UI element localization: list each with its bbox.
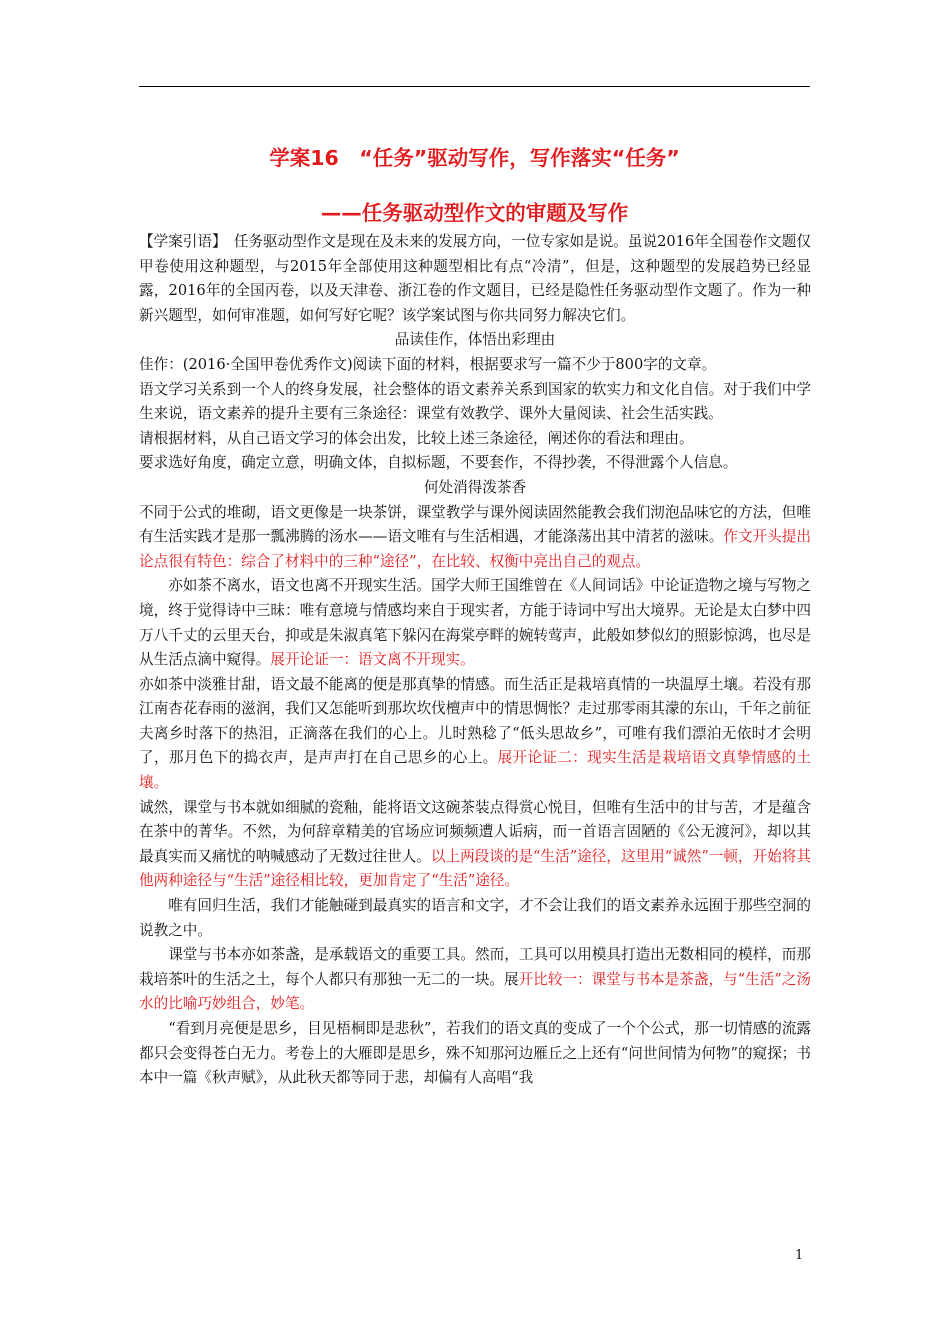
prompt-line: 语文学习关系到一个人的终身发展，社会整体的语文素养关系到国家的软实力和文化自信。对于我们中学生来说，语文素养的提升主要有三条途径：课堂有效教学、课外大量阅读、社会生活实践。 [139, 380, 811, 423]
paragraph-text: 亦如茶中淡雅甘甜，语文最不能离的便是那真挚的情感。而生活正是栽培真情的一块温厚土壤。若没有那江南杏花春雨的滋润，我们又怎能听到那坎坎伐檀声中的情思惆怅？走过那零雨其濛的东山，千年之前征夫离乡时落下的热泪，正滴落在我们的心上。儿时熟稔了“低头思故乡”，可唯有我们漂泊无依时才会明了，那月色下的捣衣声，是声声打在自己思乡的心上。 [139, 675, 811, 767]
intro-text: 任务驱动型作文是现在及未来的发展方向，一位专家如是说。虽说2016年全国卷作文题仅甲卷使用这种题型，与2015年全部使用这种题型相比有点“冷清”，但是，这种题型的发展趋势已经显露，2016年的全国丙卷，以及天津卷、浙江卷的作文题目，已经是隐性任务驱动型作文题了。作为一种新兴题型，如何审准题，如何写好它呢？该学案试图与你共同努力解决它们。 [139, 233, 811, 324]
paragraph-text: 亦如茶不离水，语文也离不开现实生活。国学大师王国维曾在《人间词话》中论证造物之境与写物之境，终于觉得诗中三昧：唯有意境与情感均来自于现实者，方能于诗词中写出大境界。无论是太白梦中四万八千丈的云里天台，抑或是朱淑真笔下躲闪在海棠亭畔的婉转莺声，此般如梦似幻的照影惊鸿，也尽是从生活点滴中窥得。 [139, 577, 811, 669]
essay-paragraph [139, 501, 811, 575]
prompt-line: 请根据材料，从自己语文学习的体会出发，比较上述三条途径，阐述你的看法和理由。 [139, 429, 694, 447]
document-body [139, 230, 811, 1091]
annotation-comment: 以上两段谈的是“生活”途径，这里用“诚然”一顿，开始将其他两种途径与“生活”途径相比较，更加肯定了“生活”途径。 [139, 847, 811, 890]
intro-paragraph [139, 230, 811, 328]
paragraph-text: 不同于公式的堆砌，语文更像是一块茶饼，课堂教学与课外阅读固然能教会我们沏泡品味它的方法，但唯有生活实践才是那一瓢沸腾的汤水——语文唯有与生活相遇，才能涤荡出其中清茗的滋味。 [139, 503, 811, 546]
prompt-line: 佳作：(2016·全国甲卷优秀作文)阅读下面的材料，根据要求写一篇不少于800字的文章。 [139, 355, 717, 373]
essay-paragraph [139, 943, 811, 1017]
paragraph-text: 课堂与书本亦如茶盏，是承载语文的重要工具。然而，工具可以用模具打造出无数相同的模样，而那栽培茶叶的生活之土，每个人都只有那独一无二的一块。展 [139, 946, 811, 988]
paragraph-text: 唯有回归生活，我们才能触碰到最真实的语言和文字，才不会让我们的语文素养永远囿于那些空洞的说教之中。 [139, 897, 811, 939]
paragraph-text: 诚然，课堂与书本就如细腻的瓷釉，能将语文这碗茶装点得赏心悦目，但唯有生活中的甘与苦，才是蕴含在茶中的菁华。不然，为何辞章精美的官场应诃频频遭人诟病，而一首语言固陋的《公无渡河》，却以其最真实而又痛忧的呐喊感动了无数过往世人。 [139, 798, 811, 865]
essay-title: 何处消得泼茶香 [423, 478, 527, 496]
annotation-comment: 展开论证一：语文离不开现实。 [270, 651, 475, 669]
prompt-line: 要求选好角度，确定立意，明确文体，自拟标题，不要套作，不得抄袭，不得泄露个人信息。 [139, 454, 738, 472]
page-title: 学案16 “任务”驱动写作，写作落实“任务” [269, 146, 680, 170]
page-number: 1 [795, 1248, 804, 1263]
annotation-comment: 展开论证二：现实生活是栽培语文真挚情感的土壤。 [139, 749, 811, 792]
essay-paragraph [139, 1017, 811, 1091]
intro-label: 【学案引语】 [139, 233, 220, 250]
essay-paragraph [139, 673, 811, 796]
essay-paragraph [139, 894, 811, 943]
annotation-comment: 开比较一：课堂与书本是茶盏，与“生活”之汤水的比喻巧妙组合，妙笔。 [139, 970, 811, 1013]
essay-paragraph [139, 574, 811, 672]
page-subtitle: ——任务驱动型作文的审题及写作 [320, 201, 629, 225]
annotation-comment: 作文开头提出论点很有特色：综合了材料中的三种“途径”，在比较、权衡中亮出自己的观点。 [139, 528, 811, 570]
header-rule [139, 86, 810, 87]
section-heading: 品读佳作，体悟出彩理由 [394, 331, 556, 349]
essay-paragraph [139, 796, 811, 894]
paragraph-text: “看到月亮便是思乡，目见梧桐即是悲秋”，若我们的语文真的变成了一个个公式，那一切情感的流露都只会变得苍白无力。考卷上的大雁即是思乡，殊不知那河边雁丘之上还有“问世间情为何物”的窥探；书本中一篇《秋声赋》，从此秋天都等同于悲，却偏有人高唱“我 [139, 1020, 811, 1087]
